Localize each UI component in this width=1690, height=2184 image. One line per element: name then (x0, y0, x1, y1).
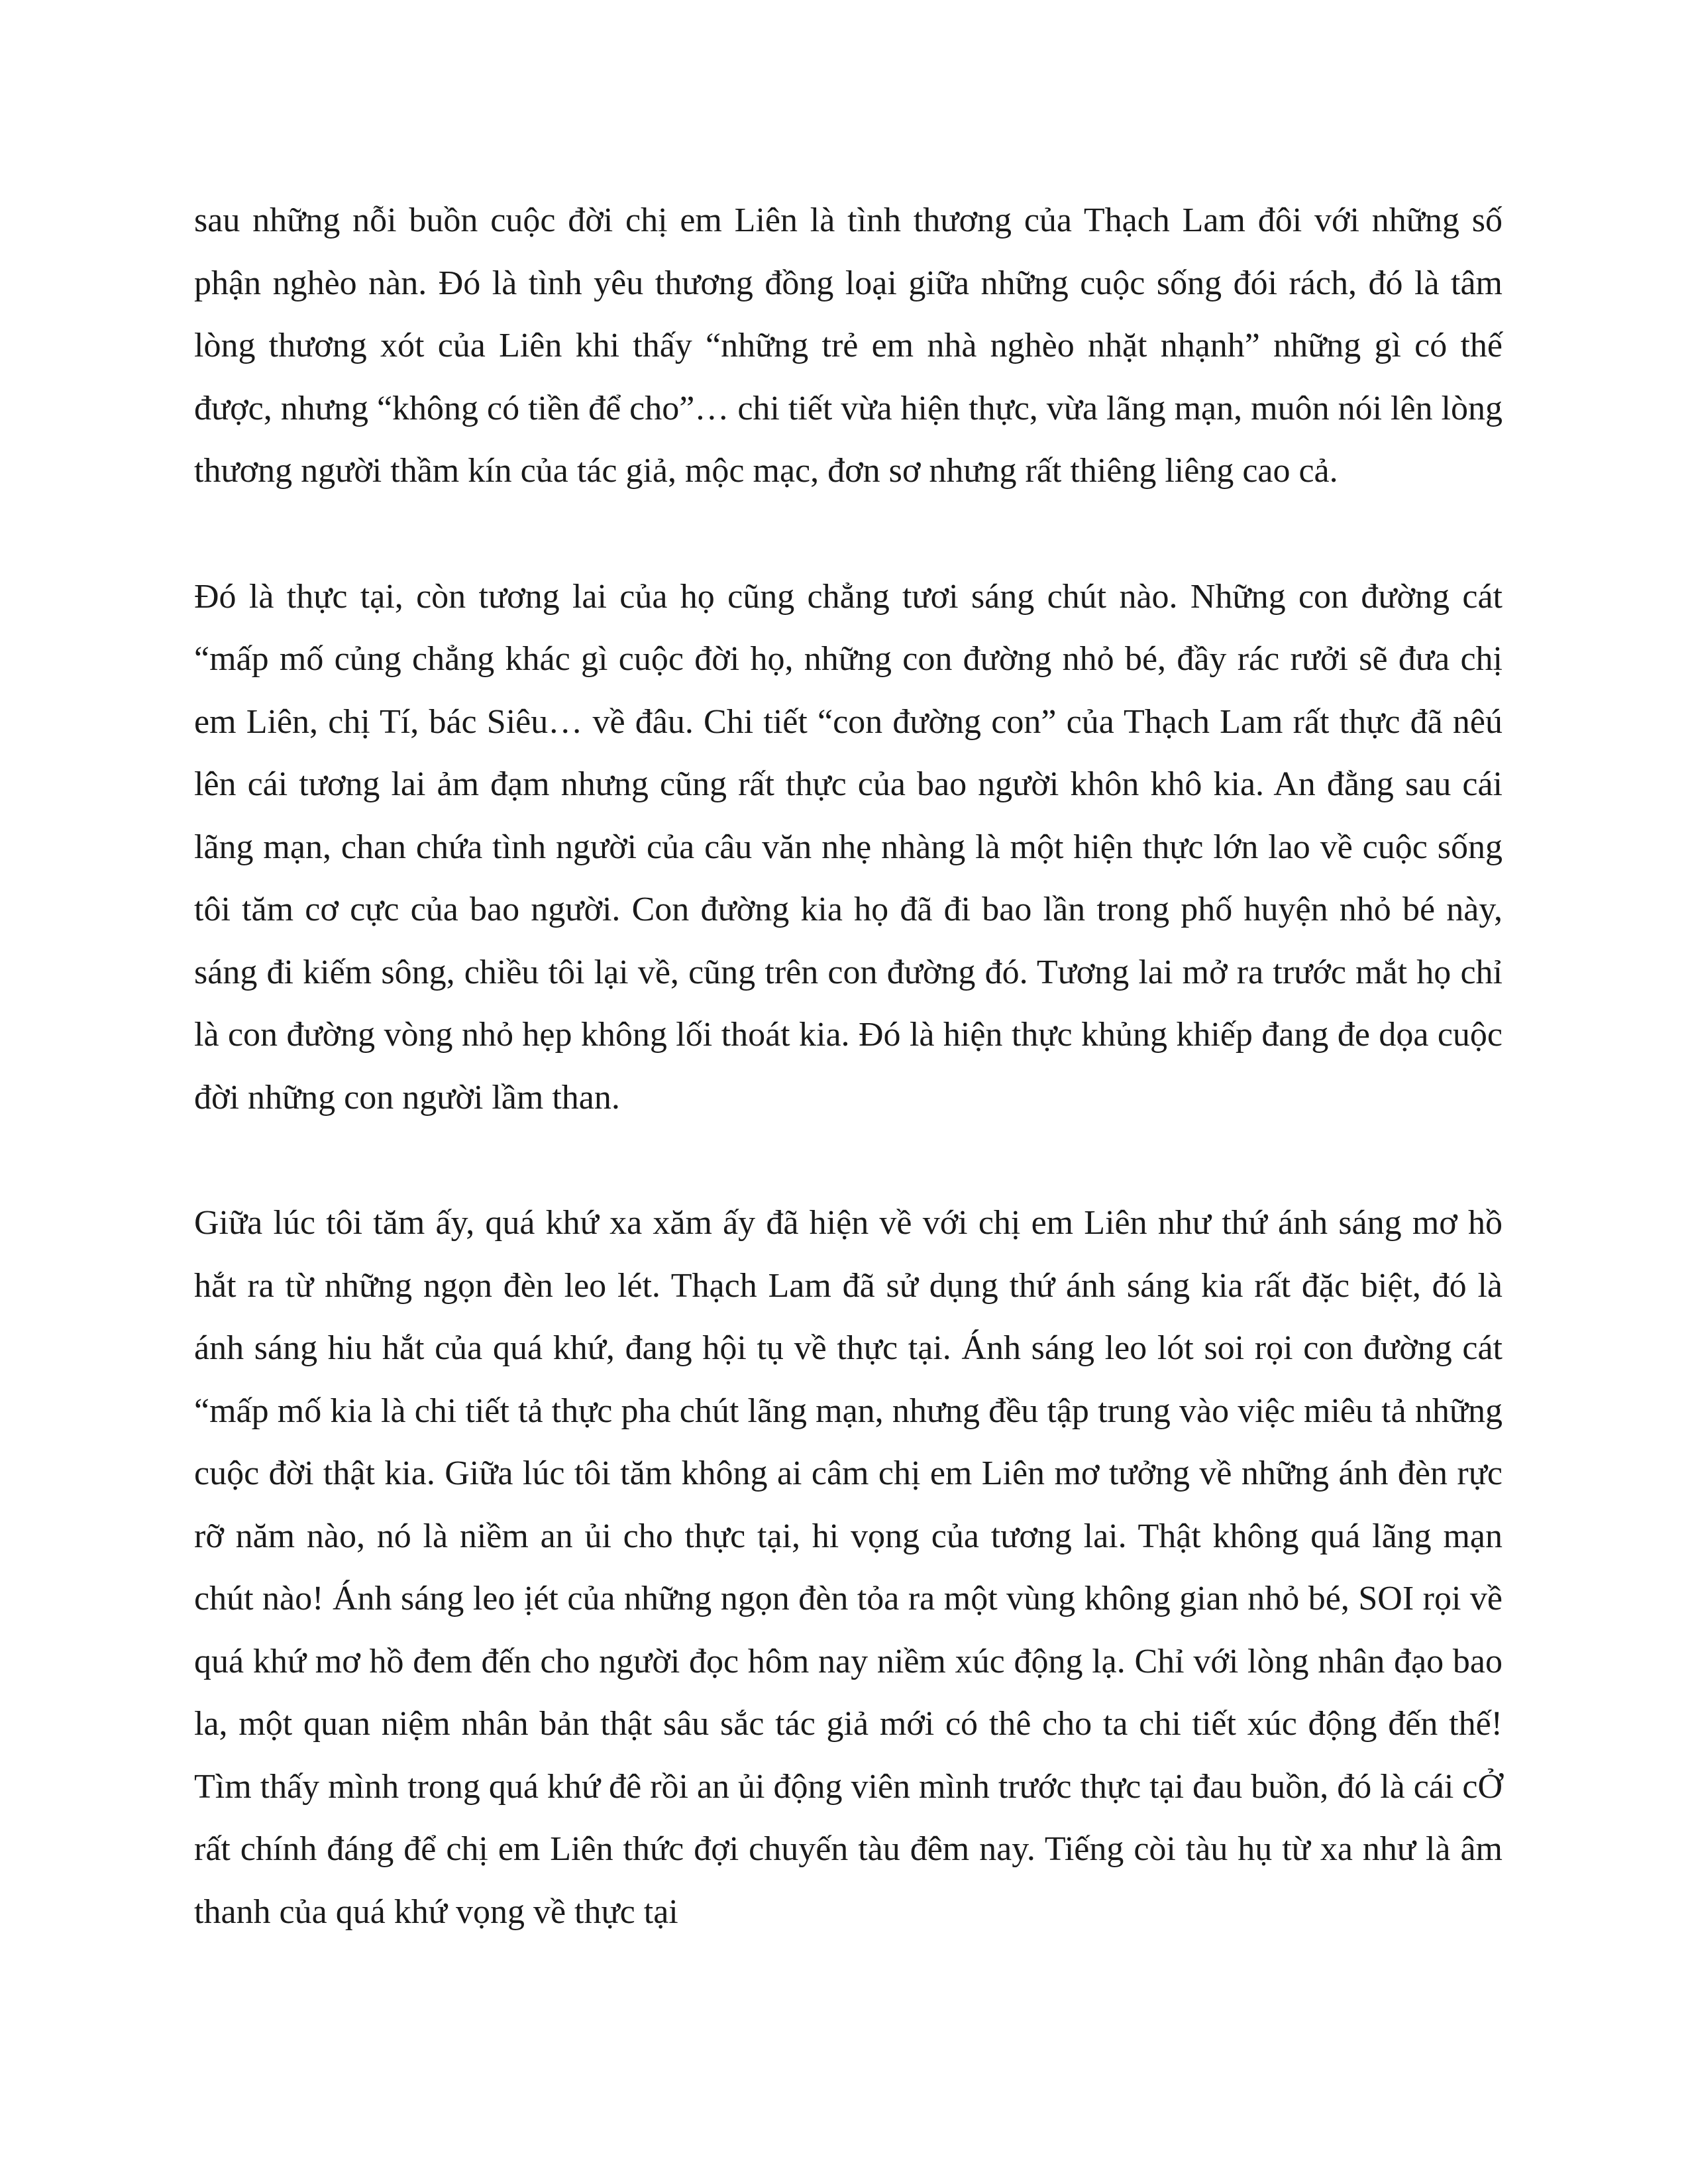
paragraph-3: Giữa lúc tôi tăm ấy, quá khứ xa xăm ấy đã hiện về với chị em Liên như thứ ánh sáng mơ hồ hắt ra từ những ngọn đèn leo lét. Thạch Lam đã sử dụng thứ ánh sáng kia rất đặc biệt, đó là ánh sáng hiu hắt của quá khứ, đang hội tụ về thực tại. Ánh sáng leo lót soi rọi con đường cát “mấp mố kia là chi tiết tả thực pha chút lãng mạn, nhưng đều tập trung vào việc miêu tả những cuộc đời thật kia. Giữa lúc tôi tăm không ai câm chị em Liên mơ tưởng về những ánh đèn rực rỡ năm nào, nó là niềm an ủi cho thực tại, hi vọng của tương lai. Thật không quá lãng mạn chút nào! Ánh sáng leo ịét của những ngọn đèn tỏa ra một vùng không gian nhỏ bé, SOI rọi về quá khứ mơ hồ đem đến cho người đọc hôm nay niềm xúc động lạ. Chỉ với lòng nhân đạo bao la, một quan niệm nhân bản thật sâu sắc tác giả mới có thê cho ta chi tiết xúc động đến thế! Tìm thấy mình trong quá khứ đê rồi an ủi động viên mình trước thực tại đau buồn, đó là cái cỞ rất chính đáng để chị em Liên thức đợi chuyến tàu đêm nay. Tiếng còi tàu hụ từ xa như là âm thanh của quá khứ vọng về thực tại (194, 1204, 1503, 1931)
paragraph-2: Đó là thực tại, còn tương lai của họ cũng chẳng tươi sáng chút nào. Những con đường cát “mấp mố củng chẳng khác gì cuộc đời họ, những con đường nhỏ bé, đầy rác rưởi sẽ đưa chị em Liên, chị Tí, bác Siêu… về đâu. Chi tiết “con đường con” của Thạch Lam rất thực đã nêú lên cái tương lai ảm đạm nhưng cũng rất thực của bao người khôn khô kia. An đằng sau cái lãng mạn, chan chứa tình người của câu văn nhẹ nhàng là một hiện thực lớn lao về cuộc sống tôi tăm cơ cực của bao người. Con đường kia họ đã đi bao lần trong phố huyện nhỏ bé này, sáng đi kiếm sông, chiều tôi lại về, cũng trên con đường đó. Tương lai mở ra trước mắt họ chỉ là con đường vòng nhỏ hẹp không lối thoát kia. Đó là hiện thực khủng khiếp đang đe dọa cuộc đời những con người lầm than. (194, 577, 1503, 1117)
paragraph-1: sau những nỗi buồn cuộc đời chị em Liên là tình thương của Thạch Lam đôi với những số phận nghèo nàn. Đó là tình yêu thương đồng loại giữa những cuộc sống đói rách, đó là tâm lòng thương xót của Liên khi thấy “những trẻ em nhà nghèo nhặt nhạnh” những gì có thế được, nhưng “không có tiền để cho”… chi tiết vừa hiện thực, vừa lãng mạn, muôn nói lên lòng thương người thầm kín của tác giả, mộc mạc, đơn sơ nhưng rất thiêng liêng cao cả. (194, 201, 1503, 490)
document-body (194, 190, 1503, 1943)
